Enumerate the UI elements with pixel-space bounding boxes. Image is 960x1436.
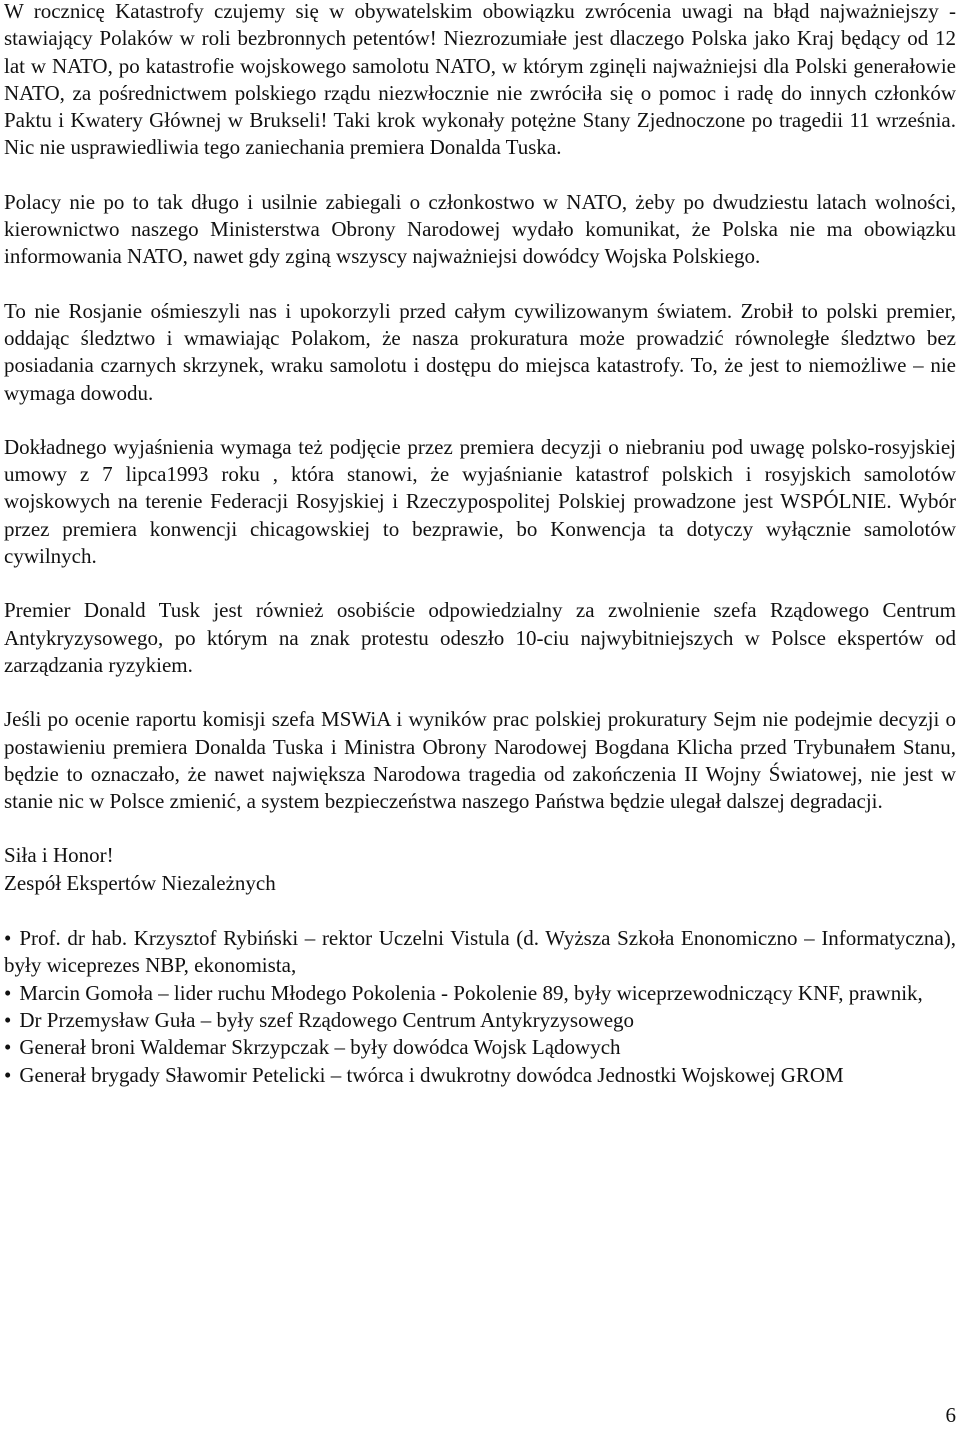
paragraph-anniversary-nato: W rocznicę Katastrofy czujemy się w obywatelskim obowiązku zwrócenia uwagi na błąd najważniejszy - stawiający Polaków w roli bezbronnych petentów! Niezrozumiałe jest dlaczego Polska jako Kraj będący od 12 lat w NATO, po katastrofie wojskowego samolotu NATO, w którym zginęli najważniejsi dla Polski generałowie NATO, za pośrednictwem polskiego rządu niezwłocznie nie zwróciła się o pomoc i radę do innych członków Paktu i Kwatery Głównej w Brukseli! Taki krok wykonały potężne Stany Zjednoczone po tragedii 11 września. Nic nie usprawiedliwia tego zaniechania premiera Donalda Tuska. <box>4 0 956 160</box>
list-item <box>4 1062 956 1089</box>
list-item <box>4 980 956 1007</box>
closing-signature: Zespół Ekspertów Niezależnych <box>4 870 276 895</box>
closing-block <box>4 842 956 897</box>
bullet-icon: • <box>4 1062 12 1087</box>
bullet-icon: • <box>4 1007 12 1032</box>
document-page <box>4 0 956 1089</box>
closing-motto: Siła i Honor! <box>4 843 114 868</box>
signer-text: Prof. dr hab. Krzysztof Rybiński – rektor Uczelni Vistula (d. Wyższa Szkoła Enonomiczno – Informatyczna), były wiceprezes NBP, ekonomista, <box>4 926 956 978</box>
paragraph-state-tribunal: Jeśli po ocenie raportu komisji szefa MSWiA i wyników prac polskiej prokuratury Sejm nie podejmie decyzji o postawieniu premiera Donalda Tuska i Ministra Obrony Narodowej Bogdana Klicha przed Trybunałem Stanu, będzie to oznaczało, że nawet największa Narodowa tragedia od zakończenia II Wojny Światowej, nie jest w stanie nic w Polsce zmienić, a system bezpieczeństwa naszego Państwa będzie ulegał dalszej degradacji. <box>4 707 956 814</box>
bullet-icon: • <box>4 1035 12 1060</box>
list-item <box>4 1034 956 1061</box>
signer-text: Generał broni Waldemar Skrzypczak – były dowódca Wojsk Lądowych <box>19 1035 621 1060</box>
page-number: 6 <box>945 1403 956 1427</box>
paragraph-agreement-1993: Dokładnego wyjaśnienia wymaga też podjęcie przez premiera decyzji o niebraniu pod uwagę polsko-rosyjskiej umowy z 7 lipca1993 roku , która stanowi, że wyjaśnianie katastrof polskich i rosyjskich samolotów wojskowych na terenie Federacji Rosyjskiej i Rzeczypospolitej Polskiej prowadzone jest WSPÓLNIE. Wybór przez premiera konwencji chicagowskiej to bezprawie, bo Konwencja ta dotyczy wyłącznie samolotów cywilnych. <box>4 434 956 569</box>
bullet-icon: • <box>4 980 12 1005</box>
signer-text: Generał brygady Sławomir Petelicki – twórca i dwukrotny dowódca Jednostki Wojskowej GROM <box>19 1062 844 1087</box>
list-item <box>4 1007 956 1034</box>
paragraph-nato-membership: Polacy nie po to tak długo i usilnie zabiegali o członkostwo w NATO, żeby po dwudziestu latach wolności, kierownictwo naszego Ministerstwa Obrony Narodowej wydało komunikat, że Polska nie ma obowiązku informowania NATO, nawet gdy zginą wszyscy najważniejsi dowódcy Wojska Polskiego. <box>4 189 956 269</box>
signer-text: Marcin Gomoła – lider ruchu Młodego Pokolenia - Pokolenie 89, były wiceprzewodniczący KNF, prawnik, <box>19 980 923 1005</box>
paragraph-investigation: To nie Rosjanie ośmieszyli nas i upokorzyli przed całym cywilizowanym światem. Zrobił to polski premier, oddając śledztwo i wmawiając Polakom, że nasza prokuratura może prowadzić równoległe śledztwo bez posiadania czarnych skrzynek, wraku samolotu i dostępu do miejsca katastrofy. To, że jest to niemożliwe – nie wymaga dowodu. <box>4 298 956 405</box>
list-item <box>4 925 956 980</box>
signers-list <box>4 925 956 1089</box>
bullet-icon: • <box>4 926 12 951</box>
signer-text: Dr Przemysław Guła – były szef Rządowego Centrum Antykryzysowego <box>19 1007 635 1032</box>
paragraph-crisis-centre: Premier Donald Tusk jest również osobiście odpowiedzialny za zwolnienie szefa Rządowego Centrum Antykryzysowego, po którym na znak protestu odeszło 10-ciu najwybitniejszych w Polsce ekspertów od zarządzania ryzykiem. <box>4 598 956 677</box>
